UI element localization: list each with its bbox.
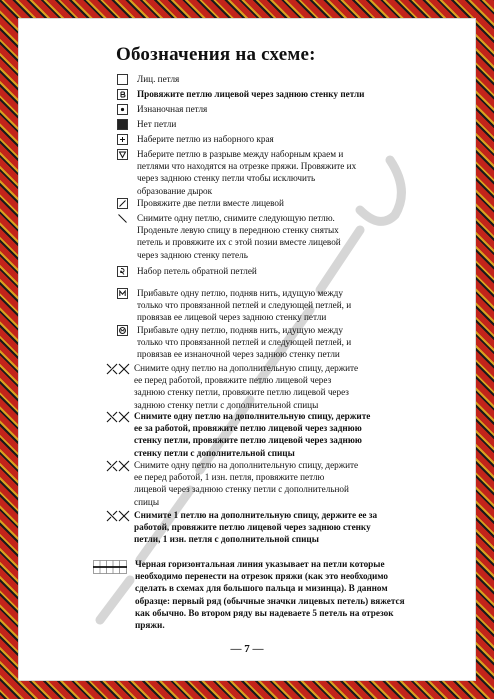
right-slant-icon [117,198,128,209]
legend-text: Снимите одну петлю, снимите следующую петлю. Проденьте левую спицу в переднюю стенку снятых петель и провяжите их с этой позии вместе лицевой через заднюю стенку петель [137,213,341,260]
legend-item-cable-back-purl [106,509,377,546]
cable-purl-left-icon [106,460,130,472]
legend-item-knit-tbl [117,88,364,100]
legend-text: Лиц. петля [137,74,180,84]
purl-dot-icon [117,104,128,115]
legend-text: Прибавьте одну петлю, подняв нить, идущую между только что провязанной петлей и следующей петлей, и провязав ее лицевой через заднюю стенку петли [137,288,352,323]
legend-text: Черная горизонтальная линия указывает на петли которые необходимо перенести на отрезок пряжи (как это необходимо сделать в схемах для большого пальца и мизинца). В данном образце: первый ряд (обычные значки лицевых петель) вяжется как обычно. Во втором ряду вы надеваете 5 петель на отрезок пряжи. [135,559,405,631]
legend-text: Провяжите петлю лицевой через заднюю стенку петли [137,89,365,99]
triangle-down-icon [117,149,128,160]
legend-item-pick-up [117,133,274,145]
page-number: — 7 — [230,643,264,655]
knit-tbl-icon [117,89,128,100]
legend-item-backward-loop [117,265,257,277]
legend-text: Снимите одну петлю на дополнительную спицу, держите ее перед работой, провяжите петлю лицевой через заднюю стенку петли, провяжите петлю лицевой через заднюю стенку петли с дополнительной спицы [134,363,359,410]
cable-purl-right-icon [106,510,130,522]
m-letter-icon [117,288,128,299]
legend-text: Набор петель обратной петлей [137,266,257,276]
knit-stitch-icon [117,74,128,85]
legend-item-cable-front [106,362,358,411]
legend-text: Изнаночная петля [137,104,208,114]
legend-item-no-stitch [117,118,176,130]
legend-text: Провяжите две петли вместе лицевой [137,198,284,208]
legend-item-cable-back [106,410,370,459]
legend-item-m1-purl [117,324,351,361]
cable-left-cross-icon [106,363,130,375]
cable-right-cross-icon [106,411,130,423]
loop-cast-on-icon [117,266,128,277]
circle-m-icon [117,325,128,336]
legend-item-m1-knit [117,287,351,324]
legend-item-knit [117,73,179,85]
legend-item-pick-up-gap [117,148,356,197]
legend-item-purl [117,103,207,115]
legend-text: Наберите петлю в разрыве между наборным краем и петлями что находятся на отрезке пряжи. Провяжите их через заднюю стенку петли чтобы исключить образование дырок [137,149,357,196]
legend-text: Нет петли [137,119,177,129]
left-slant-icon [117,213,128,224]
legend-text: Прибавьте одну петлю, подняв нить, идущую между только что провязанной петлей и следующей петлей, и провязав ее изнаночной через заднюю стенку петли [137,325,352,360]
no-stitch-icon [117,119,128,130]
legend-text: Снимите одну петлю на дополнительную спицу, держите ее перед работой, 1 изн. петля, провяжите петлю лицевой через заднюю стенку петли с дополнительной спицы [134,460,359,507]
plus-icon [117,134,128,145]
legend-text: Наберите петлю из наборного края [137,134,274,144]
legend-item-k2tog [117,197,284,209]
legend-item-cable-front-purl [106,459,358,508]
legend-text: Снимите одну петлю на дополнительную спицу, держите ее за работой, провяжите петлю лицевой через заднюю стенку петли, провяжите петлю лицевой через заднюю стенку петли с дополнительной спицы [134,411,371,458]
legend-text: Снимите 1 петлю на дополнительную спицу, держите ее за работой, провяжите петлю лицевой через заднюю стенку петли, 1 изн. петля с дополнительной спицы [134,510,378,545]
legend-item-black-line [93,558,405,631]
legend-item-ssk [117,212,341,261]
grid-black-line-icon [93,560,127,574]
page-title: Обозначения на схеме: [116,44,316,65]
